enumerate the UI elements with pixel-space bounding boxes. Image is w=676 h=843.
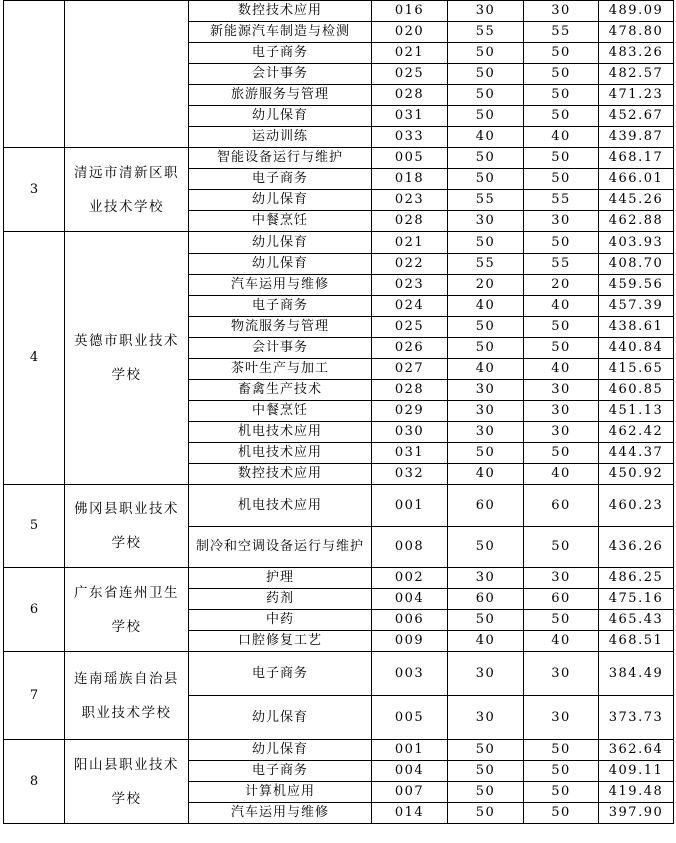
major-name: 会计事务	[189, 338, 372, 359]
major-code: 032	[372, 464, 448, 485]
plan-count: 20	[448, 275, 524, 296]
school-number: 7	[4, 652, 65, 740]
major-code: 005	[372, 696, 448, 740]
admit-count: 50	[524, 85, 599, 106]
major-name: 口腔修复工艺	[189, 631, 372, 652]
admit-count: 50	[524, 527, 599, 568]
major-name: 电子商务	[189, 169, 372, 190]
admit-count: 50	[524, 169, 599, 190]
plan-count: 50	[448, 64, 524, 85]
admit-count: 30	[524, 380, 599, 401]
major-name: 数控技术应用	[189, 1, 372, 22]
school-name: 连南瑶族自治县职业技术学校	[65, 652, 189, 740]
min-score: 462.42	[599, 422, 674, 443]
admit-count: 30	[524, 1, 599, 22]
major-name: 中餐烹饪	[189, 211, 372, 232]
plan-count: 50	[448, 317, 524, 338]
major-name: 电子商务	[189, 296, 372, 317]
min-score: 409.11	[599, 761, 674, 782]
admit-count: 50	[524, 782, 599, 803]
plan-count: 30	[448, 696, 524, 740]
min-score: 478.80	[599, 22, 674, 43]
table-row	[4, 652, 674, 696]
admit-count: 55	[524, 22, 599, 43]
min-score: 486.25	[599, 568, 674, 589]
major-name: 汽车运用与维修	[189, 275, 372, 296]
plan-count: 30	[448, 401, 524, 422]
min-score: 450.92	[599, 464, 674, 485]
admit-count: 20	[524, 275, 599, 296]
major-name: 幼儿保育	[189, 740, 372, 761]
major-code: 028	[372, 211, 448, 232]
major-name: 机电技术应用	[189, 443, 372, 464]
plan-count: 60	[448, 589, 524, 610]
major-code: 031	[372, 443, 448, 464]
plan-count: 50	[448, 106, 524, 127]
min-score: 362.64	[599, 740, 674, 761]
admit-count: 40	[524, 631, 599, 652]
plan-count: 40	[448, 127, 524, 148]
school-name: 佛冈县职业技术学校	[65, 485, 189, 568]
min-score: 489.09	[599, 1, 674, 22]
min-score: 460.23	[599, 485, 674, 527]
major-name: 幼儿保育	[189, 106, 372, 127]
min-score: 445.26	[599, 190, 674, 211]
school-name	[65, 1, 189, 148]
major-code: 014	[372, 803, 448, 824]
major-name: 智能设备运行与维护	[189, 148, 372, 169]
major-name: 幼儿保育	[189, 696, 372, 740]
major-code: 028	[372, 85, 448, 106]
min-score: 482.57	[599, 64, 674, 85]
admit-count: 50	[524, 610, 599, 631]
min-score: 439.87	[599, 127, 674, 148]
plan-count: 60	[448, 485, 524, 527]
major-code: 007	[372, 782, 448, 803]
major-name: 中餐烹饪	[189, 401, 372, 422]
min-score: 403.93	[599, 232, 674, 254]
min-score: 465.43	[599, 610, 674, 631]
min-score: 436.26	[599, 527, 674, 568]
admit-count: 30	[524, 211, 599, 232]
major-code: 031	[372, 106, 448, 127]
major-name: 电子商务	[189, 43, 372, 64]
school-name: 清远市清新区职业技术学校	[65, 148, 189, 232]
plan-count: 50	[448, 85, 524, 106]
table-row	[4, 148, 674, 169]
min-score: 471.23	[599, 85, 674, 106]
admit-count: 30	[524, 696, 599, 740]
major-code: 004	[372, 589, 448, 610]
major-code: 025	[372, 64, 448, 85]
plan-count: 50	[448, 148, 524, 169]
major-name: 数控技术应用	[189, 464, 372, 485]
major-name: 制冷和空调设备运行与维护	[189, 527, 372, 568]
min-score: 483.26	[599, 43, 674, 64]
major-code: 020	[372, 22, 448, 43]
major-name: 药剂	[189, 589, 372, 610]
major-code: 002	[372, 568, 448, 589]
min-score: 457.39	[599, 296, 674, 317]
major-name: 物流服务与管理	[189, 317, 372, 338]
min-score: 408.70	[599, 254, 674, 275]
plan-count: 50	[448, 443, 524, 464]
major-code: 027	[372, 359, 448, 380]
plan-count: 30	[448, 422, 524, 443]
major-code: 030	[372, 422, 448, 443]
admit-count: 50	[524, 232, 599, 254]
school-name: 广东省连州卫生学校	[65, 568, 189, 652]
major-name: 计算机应用	[189, 782, 372, 803]
major-name: 新能源汽车制造与检测	[189, 22, 372, 43]
major-name: 畜禽生产技术	[189, 380, 372, 401]
major-code: 025	[372, 317, 448, 338]
school-number: 8	[4, 740, 65, 824]
table-row	[4, 1, 674, 22]
admit-count: 40	[524, 464, 599, 485]
plan-count: 50	[448, 527, 524, 568]
admit-count: 55	[524, 190, 599, 211]
admit-count: 50	[524, 317, 599, 338]
major-name: 汽车运用与维修	[189, 803, 372, 824]
admit-count: 60	[524, 589, 599, 610]
admit-count: 40	[524, 127, 599, 148]
major-name: 中药	[189, 610, 372, 631]
plan-count: 40	[448, 359, 524, 380]
min-score: 462.88	[599, 211, 674, 232]
min-score: 451.13	[599, 401, 674, 422]
admit-count: 30	[524, 422, 599, 443]
plan-count: 50	[448, 761, 524, 782]
admit-count: 50	[524, 64, 599, 85]
major-name: 机电技术应用	[189, 422, 372, 443]
plan-count: 50	[448, 43, 524, 64]
min-score: 373.73	[599, 696, 674, 740]
admit-count: 50	[524, 106, 599, 127]
admit-count: 30	[524, 401, 599, 422]
major-name: 护理	[189, 568, 372, 589]
admit-count: 50	[524, 43, 599, 64]
min-score: 397.90	[599, 803, 674, 824]
major-code: 018	[372, 169, 448, 190]
admission-table	[3, 0, 674, 824]
major-code: 021	[372, 43, 448, 64]
min-score: 475.16	[599, 589, 674, 610]
min-score: 384.49	[599, 652, 674, 696]
min-score: 444.37	[599, 443, 674, 464]
admit-count: 60	[524, 485, 599, 527]
major-code: 016	[372, 1, 448, 22]
plan-count: 30	[448, 652, 524, 696]
school-number: 3	[4, 148, 65, 232]
min-score: 452.67	[599, 106, 674, 127]
major-code: 001	[372, 485, 448, 527]
table-row	[4, 740, 674, 761]
admit-count: 30	[524, 652, 599, 696]
major-code: 022	[372, 254, 448, 275]
admit-count: 50	[524, 761, 599, 782]
plan-count: 30	[448, 211, 524, 232]
major-name: 茶叶生产与加工	[189, 359, 372, 380]
min-score: 468.17	[599, 148, 674, 169]
admit-count: 30	[524, 568, 599, 589]
plan-count: 40	[448, 631, 524, 652]
admit-count: 50	[524, 148, 599, 169]
major-code: 005	[372, 148, 448, 169]
school-number: 6	[4, 568, 65, 652]
school-number: 4	[4, 232, 65, 485]
major-code: 001	[372, 740, 448, 761]
plan-count: 50	[448, 803, 524, 824]
major-name: 运动训练	[189, 127, 372, 148]
major-code: 033	[372, 127, 448, 148]
admit-count: 55	[524, 254, 599, 275]
major-code: 004	[372, 761, 448, 782]
major-code: 026	[372, 338, 448, 359]
plan-count: 30	[448, 380, 524, 401]
plan-count: 50	[448, 232, 524, 254]
major-name: 电子商务	[189, 761, 372, 782]
plan-count: 55	[448, 190, 524, 211]
plan-count: 50	[448, 338, 524, 359]
major-name: 会计事务	[189, 64, 372, 85]
major-name: 机电技术应用	[189, 485, 372, 527]
plan-count: 30	[448, 1, 524, 22]
major-code: 006	[372, 610, 448, 631]
school-number	[4, 1, 65, 148]
min-score: 459.56	[599, 275, 674, 296]
admit-count: 50	[524, 803, 599, 824]
plan-count: 40	[448, 464, 524, 485]
school-number: 5	[4, 485, 65, 568]
admit-count: 40	[524, 359, 599, 380]
major-code: 023	[372, 190, 448, 211]
min-score: 440.84	[599, 338, 674, 359]
major-name: 幼儿保育	[189, 232, 372, 254]
plan-count: 55	[448, 22, 524, 43]
plan-count: 55	[448, 254, 524, 275]
table-row	[4, 485, 674, 527]
min-score: 460.85	[599, 380, 674, 401]
min-score: 419.48	[599, 782, 674, 803]
plan-count: 50	[448, 169, 524, 190]
admit-count: 50	[524, 443, 599, 464]
major-code: 023	[372, 275, 448, 296]
major-code: 021	[372, 232, 448, 254]
admit-count: 50	[524, 740, 599, 761]
major-code: 009	[372, 631, 448, 652]
school-name: 英德市职业技术学校	[65, 232, 189, 485]
major-code: 028	[372, 380, 448, 401]
plan-count: 50	[448, 782, 524, 803]
major-code: 024	[372, 296, 448, 317]
plan-count: 50	[448, 740, 524, 761]
major-name: 幼儿保育	[189, 254, 372, 275]
major-code: 008	[372, 527, 448, 568]
plan-count: 30	[448, 568, 524, 589]
major-code: 029	[372, 401, 448, 422]
major-name: 电子商务	[189, 652, 372, 696]
plan-count: 40	[448, 296, 524, 317]
school-name: 阳山县职业技术学校	[65, 740, 189, 824]
admission-table-body	[4, 1, 674, 824]
major-name: 旅游服务与管理	[189, 85, 372, 106]
min-score: 438.61	[599, 317, 674, 338]
min-score: 468.51	[599, 631, 674, 652]
table-row	[4, 232, 674, 254]
major-code: 003	[372, 652, 448, 696]
admit-count: 40	[524, 296, 599, 317]
admit-count: 50	[524, 338, 599, 359]
min-score: 466.01	[599, 169, 674, 190]
min-score: 415.65	[599, 359, 674, 380]
table-row	[4, 568, 674, 589]
major-name: 幼儿保育	[189, 190, 372, 211]
plan-count: 50	[448, 610, 524, 631]
